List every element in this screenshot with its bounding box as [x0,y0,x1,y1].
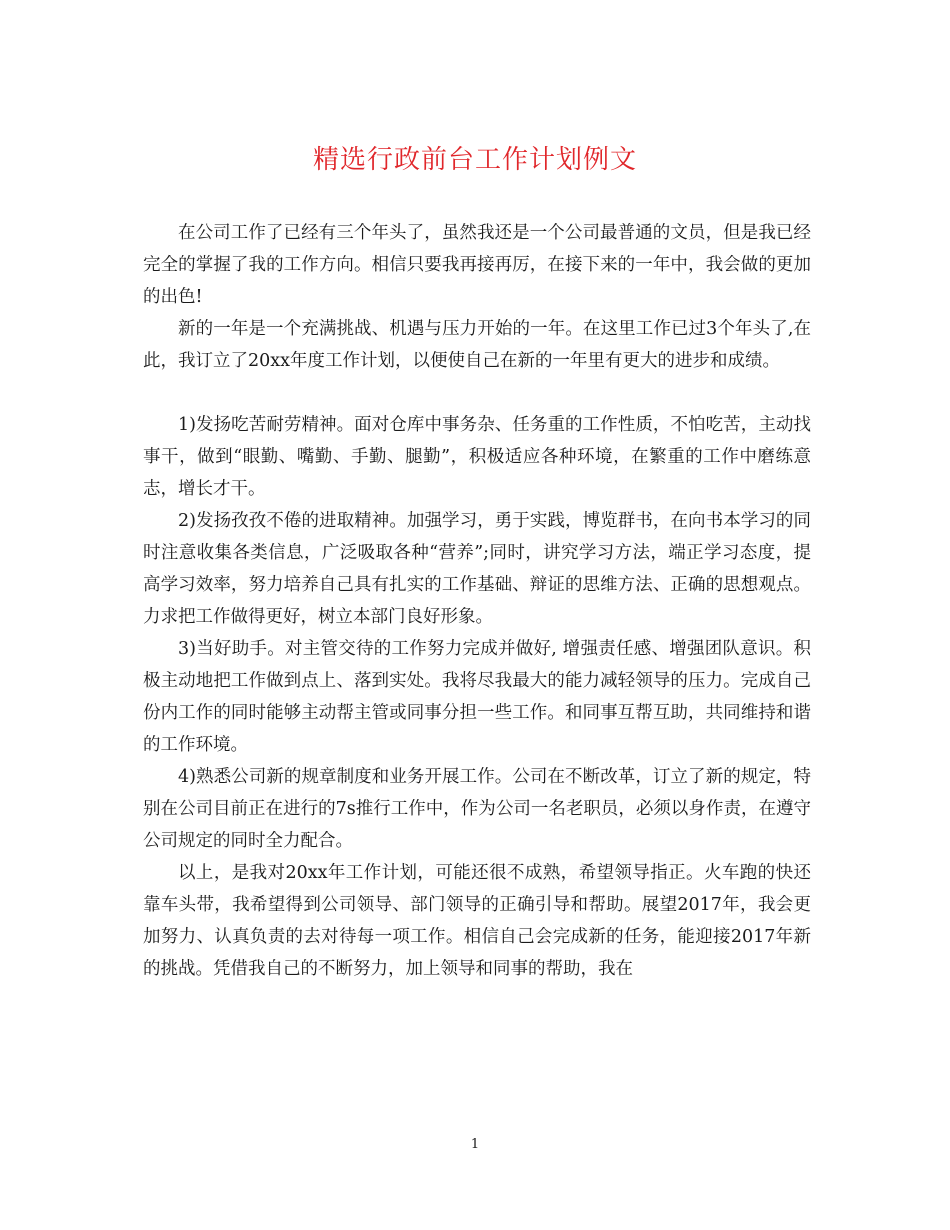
paragraph-intro: 在公司工作了已经有三个年头了，虽然我还是一个公司最普通的文员，但是我已经完全的掌握了我的工作方向。相信只要我再接再厉，在接下来的一年中，我会做的更加的出色! [143,223,811,307]
document-title: 精选行政前台工作计划例文 [312,145,637,175]
paragraph-plan-item-1: 1)发扬吃苦耐劳精神。面对仓库中事务杂、任务重的工作性质，不怕吃苦，主动找事干，做到“眼勤、嘴勤、手勤、腿勤”，积极适应各种环境，在繁重的工作中磨练意志，增长才干。 [143,415,811,499]
paragraph-new-year: 新的一年是一个充满挑战、机遇与压力开始的一年。在这里工作已过3个年头了,在此，我订立了20xx年度工作计划，以便使自己在新的一年里有更大的进步和成绩。 [143,319,811,371]
paragraph-plan-item-2: 2)发扬孜孜不倦的进取精神。加强学习，勇于实践，博览群书，在向书本学习的同时注意收集各类信息，广泛吸取各种“营养”;同时，讲究学习方法，端正学习态度，提高学习效率，努力培养自己具有扎实的工作基础、辩证的思维方法、正确的思想观点。力求把工作做得更好，树立本部门良好形象。 [143,511,811,627]
paragraph-conclusion: 以上，是我对20xx年工作计划，可能还很不成熟，希望领导指正。火车跑的快还靠车头带，我希望得到公司领导、部门领导的正确引导和帮助。展望2017年，我会更加努力、认真负责的去对待每一项工作。相信自己会完成新的任务，能迎接2017年新的挑战。凭借我自己的不断努力，加上领导和同事的帮助，我在 [143,863,811,979]
page-number: 1 [470,1137,480,1152]
paragraph-plan-item-3: 3)当好助手。对主管交待的工作努力完成并做好, 增强责任感、增强团队意识。积极主动地把工作做到点上、落到实处。我将尽我最大的能力减轻领导的压力。完成自己份内工作的同时能够主动帮主管或同事分担一些工作。和同事互帮互助，共同维持和谐的工作环境。 [143,639,811,755]
document-body [143,217,811,985]
paragraph-plan-item-4: 4)熟悉公司新的规章制度和业务开展工作。公司在不断改革，订立了新的规定，特别在公司目前正在进行的7s推行工作中，作为公司一名老职员，必须以身作责，在遵守公司规定的同时全力配合。 [143,767,811,851]
